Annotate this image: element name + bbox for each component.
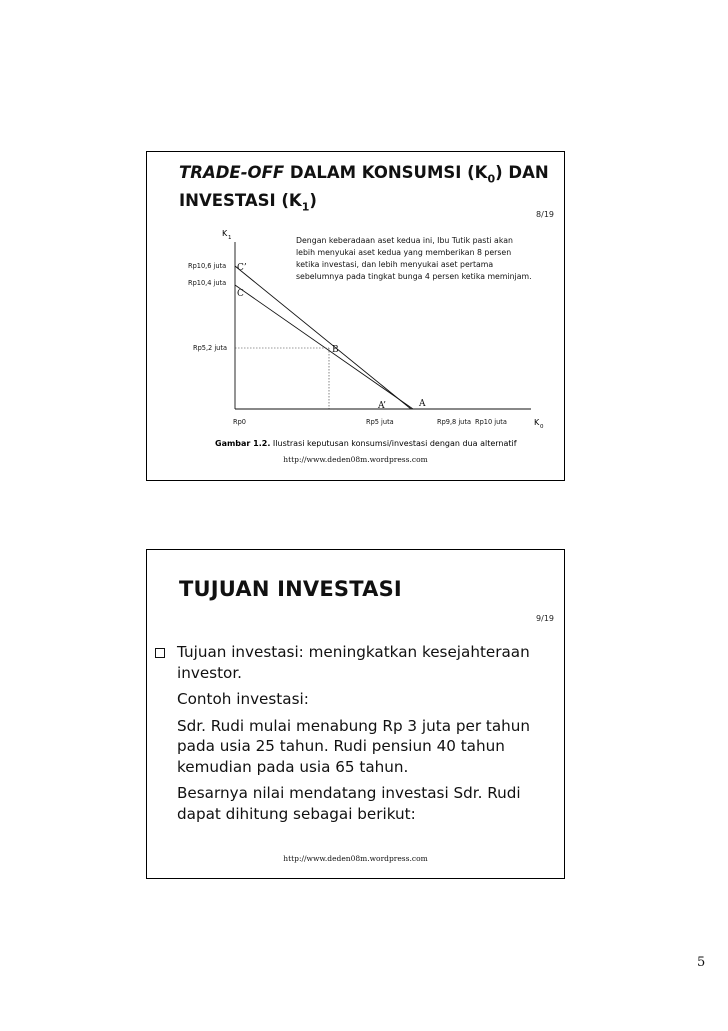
point-label: C’ bbox=[237, 263, 247, 273]
source-url[interactable]: http://www.deden08m.wordpress.com bbox=[283, 854, 428, 863]
title-part-2: ) DAN bbox=[495, 163, 549, 182]
paragraph-future-value: Besarnya nilai mendatang investasi Sdr. Rudi dapat dihitung sebagai berikut: bbox=[177, 784, 521, 823]
x-axis-label-subscript: 0 bbox=[540, 424, 544, 430]
point-label: B bbox=[332, 345, 339, 355]
figure-caption: Gambar 1.2. Ilustrasi keputusan konsumsi/investasi dengan dua alternatif bbox=[215, 439, 517, 448]
page-number: 5 bbox=[697, 955, 706, 970]
list-item bbox=[155, 642, 555, 683]
annotation-line-3: ketika investasi, dan lebih menyukai aset pertama bbox=[296, 260, 494, 269]
bullet-text: Tujuan investasi: meningkatkan kesejahteraan investor. bbox=[177, 643, 530, 682]
title-subscript-0: 0 bbox=[487, 172, 496, 186]
square-bullet-icon bbox=[155, 648, 165, 658]
y-tick-label: Rp5,2 juta bbox=[193, 344, 227, 352]
title-end: ) bbox=[309, 191, 317, 211]
x-tick-label: Rp10 juta bbox=[475, 418, 507, 426]
annotation-line-1: Dengan keberadaan aset kedua ini, Ibu Tutik pasti akan bbox=[296, 236, 513, 245]
slide-number: 9/19 bbox=[536, 614, 554, 623]
x-tick-label: Rp5 juta bbox=[366, 418, 394, 426]
y-axis-label-subscript: 1 bbox=[228, 235, 232, 241]
x-axis-label: K bbox=[534, 418, 540, 427]
series-line-2 bbox=[235, 285, 413, 409]
paragraph-example-heading: Contoh investasi: bbox=[177, 690, 309, 708]
annotation-line-2: lebih menyukai aset kedua yang memberikan 8 persen bbox=[296, 248, 512, 257]
slide-9 bbox=[146, 549, 565, 879]
consumption-investment-chart bbox=[147, 152, 566, 482]
slide-number: 8/19 bbox=[536, 210, 554, 219]
title-part: DALAM KONSUMSI (K bbox=[284, 163, 488, 182]
slide-8 bbox=[146, 151, 565, 481]
y-tick-label: Rp10,6 juta bbox=[188, 262, 227, 270]
paragraph-example-body: Sdr. Rudi mulai menabung Rp 3 juta per tahun pada usia 25 tahun. Rudi pensiun 40 tahun kemudian pada usia 65 tahun. bbox=[177, 716, 531, 776]
title-subscript-1: 1 bbox=[301, 200, 310, 214]
annotation-line-4: sebelumnya pada tingkat bunga 4 persen ketika meminjam. bbox=[296, 272, 532, 281]
x-tick-label: Rp0 bbox=[233, 418, 246, 426]
point-label: C bbox=[237, 289, 244, 299]
title-italic-part: TRADE-OFF bbox=[179, 163, 285, 182]
y-axis-label: K bbox=[222, 229, 228, 238]
point-label: A’ bbox=[378, 401, 387, 411]
title-line-2: INVESTASI (K bbox=[179, 191, 302, 211]
y-tick-label: Rp10,4 juta bbox=[188, 279, 227, 287]
bullet-list bbox=[155, 642, 555, 824]
source-url[interactable]: http://www.deden08m.wordpress.com bbox=[283, 455, 428, 464]
point-label: A bbox=[419, 399, 426, 409]
series-line-1 bbox=[235, 266, 411, 409]
x-tick-label: Rp9,8 juta bbox=[437, 418, 471, 426]
slide-title: TUJUAN INVESTASI bbox=[179, 577, 402, 601]
